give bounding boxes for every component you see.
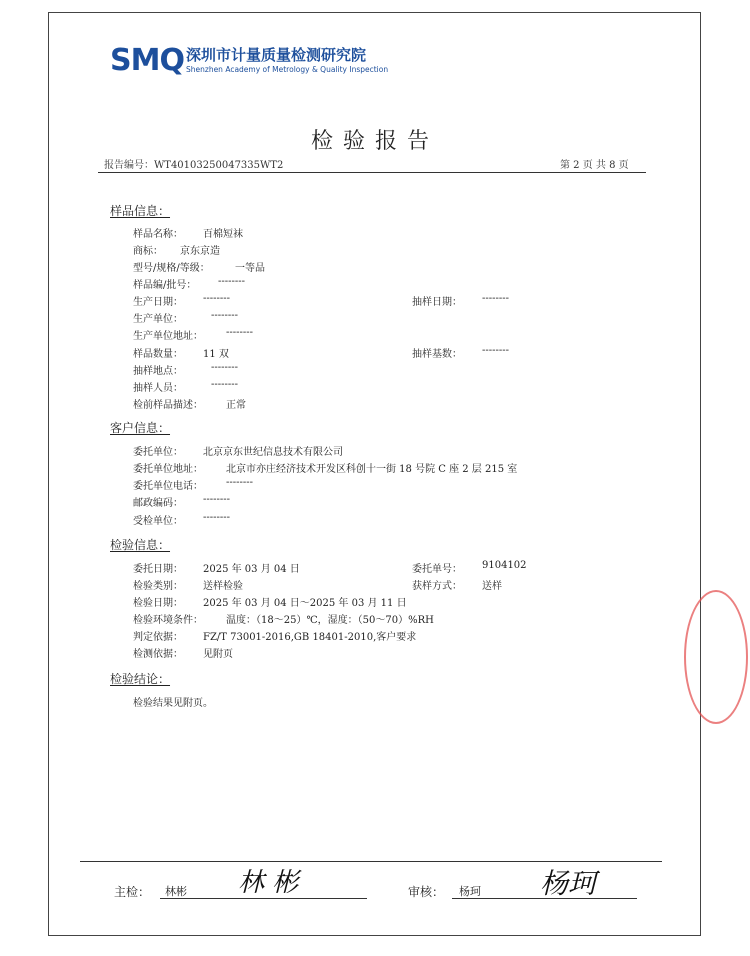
field-value: FZ/T 73001-2016,GB 18401-2010,客户要求	[203, 632, 417, 643]
conclusion-text: 检验结果见附页。	[133, 698, 213, 709]
field-label: 型号/规格/等级：	[133, 263, 210, 274]
field-value: 北京京东世纪信息技术有限公司	[203, 447, 343, 458]
field-label: 邮政编码：	[133, 498, 183, 509]
field-label: 抽样日期：	[412, 297, 462, 308]
field-value: 百棉短袜	[203, 229, 243, 240]
client-address-row	[0, 460, 750, 476]
field-label: 受检单位：	[133, 516, 183, 527]
field-value: 2025 年 03 月 04 日～2025 年 03 月 11 日	[203, 598, 407, 609]
conclusion-heading: 检验结论：	[110, 672, 171, 686]
field-label: 检前样品描述：	[133, 400, 203, 411]
reviewer-signature-line	[452, 898, 637, 899]
field-label: 生产日期：	[133, 297, 183, 308]
field-label: 样品编/批号：	[133, 280, 197, 291]
entrust-date-row	[0, 560, 750, 576]
field-label: 获样方式：	[412, 581, 462, 592]
field-label: 判定依据：	[133, 632, 183, 643]
field-value: --------	[482, 345, 510, 356]
brand-row	[0, 242, 750, 258]
field-value: --------	[218, 276, 246, 287]
field-label: 委托单位电话：	[133, 481, 203, 492]
report-number: 报告编号：WT40103250047335WT2	[104, 160, 284, 171]
inspector-name: 林彬	[165, 885, 187, 898]
field-label: 检验日期：	[133, 598, 183, 609]
logo-name-en: Shenzhen Academy of Metrology & Quality Inspection	[186, 65, 389, 74]
sampling-place-row	[0, 362, 750, 378]
page-title: 检验报告	[310, 129, 439, 154]
field-value: 温度：（18～25）℃，湿度：（50～70）%RH	[226, 615, 434, 626]
client-phone-row	[0, 477, 750, 493]
inspected-unit-row	[0, 512, 750, 528]
conclusion-row	[0, 694, 750, 710]
field-value: --------	[203, 293, 231, 304]
batch-row	[0, 276, 750, 292]
inspector-label: 主检：	[114, 885, 151, 899]
field-value: --------	[211, 362, 239, 373]
reviewer-label: 审核：	[408, 885, 445, 899]
field-value: --------	[482, 293, 510, 304]
category-row	[0, 577, 750, 593]
field-value: 送样检验	[203, 581, 243, 592]
field-label: 委托日期：	[133, 564, 183, 575]
field-value: 11 双	[203, 349, 229, 360]
field-label: 检验类别：	[133, 581, 183, 592]
sampler-row	[0, 379, 750, 395]
environment-row	[0, 611, 750, 627]
field-value: --------	[226, 477, 254, 488]
field-label: 抽样人员：	[133, 383, 183, 394]
field-label: 检测依据：	[133, 649, 183, 660]
judgement-basis-row	[0, 628, 750, 644]
pre-description-row	[0, 396, 750, 412]
field-value: 一等品	[235, 263, 265, 274]
field-label: 样品名称：	[133, 229, 183, 240]
field-label: 委托单位：	[133, 447, 183, 458]
field-value: 送样	[482, 581, 502, 592]
production-date-row	[0, 293, 750, 309]
test-date-row	[0, 594, 750, 610]
field-label: 检验环境条件：	[133, 615, 203, 626]
logo-name-cn: 深圳市计量质量检测研究院	[186, 46, 367, 64]
field-label: 抽样地点：	[133, 366, 183, 377]
field-label: 生产单位：	[133, 314, 183, 325]
field-label: 委托单位地址：	[133, 464, 203, 475]
test-basis-row	[0, 645, 750, 661]
inspection-heading: 检验信息：	[110, 538, 171, 552]
field-value: 正常	[226, 400, 246, 411]
client-heading: 客户信息：	[110, 421, 171, 435]
inspector-signature-line	[160, 898, 367, 899]
quantity-row	[0, 345, 750, 361]
field-value: --------	[211, 310, 239, 321]
field-value: --------	[211, 379, 239, 390]
field-label: 样品数量：	[133, 349, 183, 360]
model-row	[0, 259, 750, 275]
postcode-row	[0, 494, 750, 510]
page-info: 第 2 页 共 8 页	[560, 160, 629, 171]
field-value: 京东京造	[180, 246, 220, 257]
header-divider	[98, 172, 646, 173]
official-seal	[684, 590, 748, 724]
sample-name-row	[0, 225, 750, 241]
field-value: 见附页	[203, 649, 233, 660]
logo-abbr: SMQ	[110, 43, 184, 78]
field-label: 委托单号：	[412, 564, 462, 575]
field-value: 2025 年 03 月 04 日	[203, 564, 300, 575]
field-value: --------	[203, 512, 231, 523]
field-value: 9104102	[482, 560, 527, 571]
sample-heading: 样品信息：	[110, 204, 171, 218]
producer-address-row	[0, 327, 750, 343]
client-row	[0, 443, 750, 459]
field-value: 北京市亦庄经济技术开发区科创十一街 18 号院 C 座 2 层 215 室	[226, 464, 518, 475]
reviewer-name: 杨珂	[459, 885, 481, 898]
reviewer-signature: 杨珂	[540, 867, 597, 900]
field-label: 商标：	[133, 246, 163, 257]
producer-row	[0, 310, 750, 326]
field-value: --------	[226, 327, 254, 338]
field-label: 抽样基数：	[412, 349, 462, 360]
field-value: --------	[203, 494, 231, 505]
inspector-signature: 林 彬	[238, 868, 299, 898]
field-label: 生产单位地址：	[133, 331, 203, 342]
